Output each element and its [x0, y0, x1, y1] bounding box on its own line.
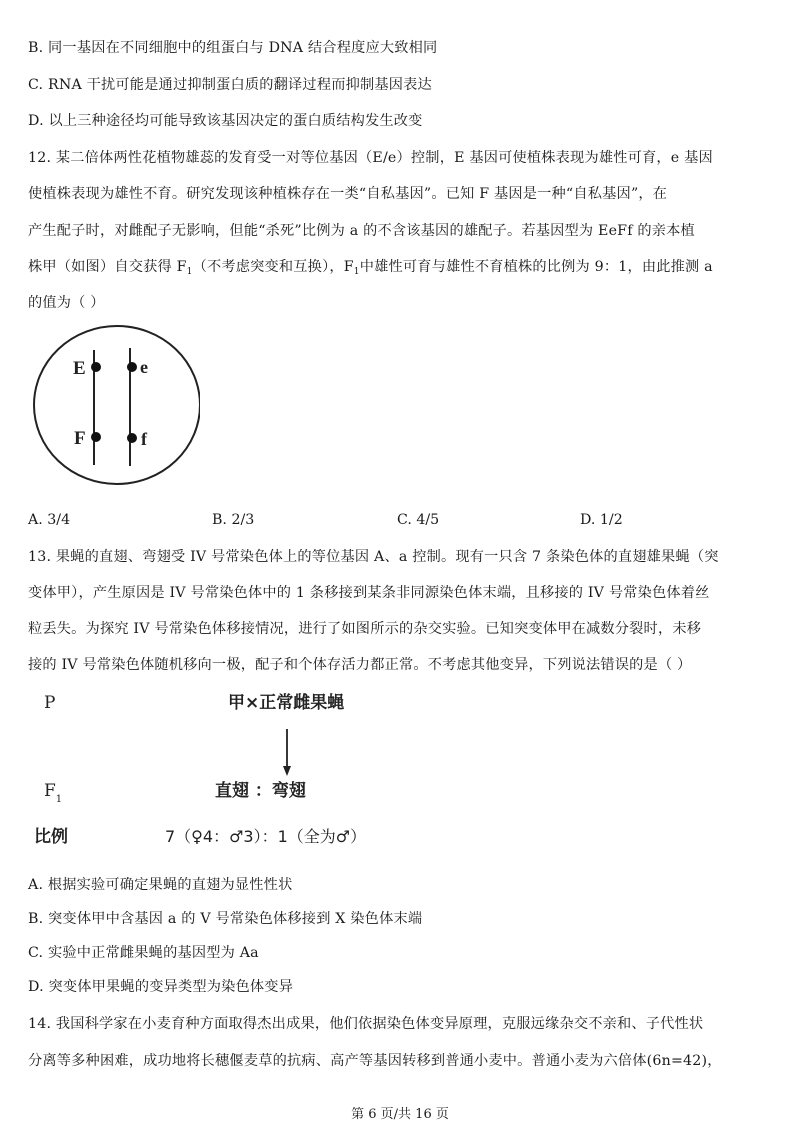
cross-parents: 甲×正常雌果蝇	[228, 693, 345, 713]
prev-option-d: D. 以上三种途径均可能导致该基因决定的蛋白质结构发生改变	[28, 113, 423, 129]
subscript: 1	[353, 267, 360, 277]
cell-circle	[34, 326, 200, 484]
chromosome-diagram	[30, 325, 200, 485]
locus-F	[91, 432, 101, 442]
q12-option-c: C. 4/5	[397, 512, 440, 528]
q13-option-a: A. 根据实验可确定果蝇的直翅为显性性状	[28, 877, 293, 893]
locus-E	[91, 362, 101, 372]
q12-option-a: A. 3/4	[28, 512, 71, 528]
subscript: 1	[186, 267, 193, 277]
q12-line-3: 产生配子时，对雌配子无影响，但能“杀死”比例为 a 的不含该基因的雄配子。若基因型为 EeFf 的亲本植	[28, 223, 695, 239]
label-F: F	[74, 428, 86, 449]
q12-line-1: 12. 某二倍体两性花植物雄蕊的发育受一对等位基因（E/e）控制，E 基因可使植株表现为雄性可育，e 基因	[28, 150, 713, 166]
cross-f1-label	[44, 780, 62, 811]
q14-line-2: 分离等多种困难，成功地将长穗偃麦草的抗病、高产等基因转移到普通小麦中。普通小麦为六倍体(6n=42)，	[28, 1053, 722, 1069]
q12-line-4-a: 株甲（如图）自交获得 F	[28, 259, 187, 275]
q12-line-4	[28, 258, 713, 281]
cross-ratio-value: 7（♀4：♂3）：1（全为♂）	[165, 827, 367, 846]
cross-f1-result: 直翅 ：弯翅	[215, 781, 306, 801]
locus-e	[127, 362, 137, 372]
q12-line-5: 的值为（ ）	[28, 295, 105, 311]
subscript: 1	[55, 794, 63, 805]
label-E: E	[73, 358, 86, 379]
q14-line-1: 14. 我国科学家在小麦育种方面取得杰出成果，他们依据染色体变异原理，克服远缘杂交不亲和、子代性状	[28, 1016, 704, 1032]
q12-option-b: B. 2/3	[212, 512, 255, 528]
q12-line-2: 使植株表现为雄性不育。研究发现该种植株存在一类“自私基因”。已知 F 基因是一种“自私基因”，在	[28, 186, 668, 202]
cross-arrow	[281, 728, 293, 778]
q13-option-b: B. 突变体甲中含基因 a 的 V 号常染色体移接到 X 染色体末端	[28, 911, 423, 927]
q13-line-2: 变体甲），产生原因是 IV 号常染色体中的 1 条移接到某条非同源染色体末端，且移接的 IV 号常染色体着丝	[28, 585, 710, 601]
f1-letter: F	[44, 781, 56, 801]
cross-p-label: P	[44, 693, 56, 713]
q13-line-1: 13. 果蝇的直翅、弯翅受 IV 号常染色体上的等位基因 A、a 控制。现有一只含 7 条染色体的直翅雄果蝇（突	[28, 549, 719, 565]
prev-option-c: C. RNA 干扰可能是通过抑制蛋白质的翻译过程而抑制基因表达	[28, 77, 432, 93]
cross-ratio-label: 比例	[34, 827, 68, 847]
q12-option-d: D. 1/2	[580, 512, 623, 528]
prev-option-b: B. 同一基因在不同细胞中的组蛋白与 DNA 结合程度应大致相同	[28, 40, 438, 56]
q13-line-3: 粒丢失。为探究 IV 号常染色体移接情况，进行了如图所示的杂交实验。已知突变体甲在减数分裂时，未移	[28, 621, 702, 637]
q12-line-4-b: （不考虑突变和互换），F	[192, 259, 354, 275]
q12-line-4-c: 中雄性可育与雄性不育植株的比例为 9：1，由此推测 a	[359, 259, 713, 275]
locus-f	[127, 433, 137, 443]
q13-option-c: C. 实验中正常雌果蝇的基因型为 Aa	[28, 945, 259, 961]
label-f: f	[141, 429, 147, 449]
page-footer: 第 6 页/共 16 页	[351, 1107, 449, 1122]
q13-option-d: D. 突变体甲果蝇的变异类型为染色体变异	[28, 979, 294, 995]
label-e: e	[140, 357, 148, 377]
q13-line-4: 接的 IV 号常染色体随机移向一极，配子和个体存活力都正常。不考虑其他变异，下列说法错误的是（ ）	[28, 657, 692, 673]
